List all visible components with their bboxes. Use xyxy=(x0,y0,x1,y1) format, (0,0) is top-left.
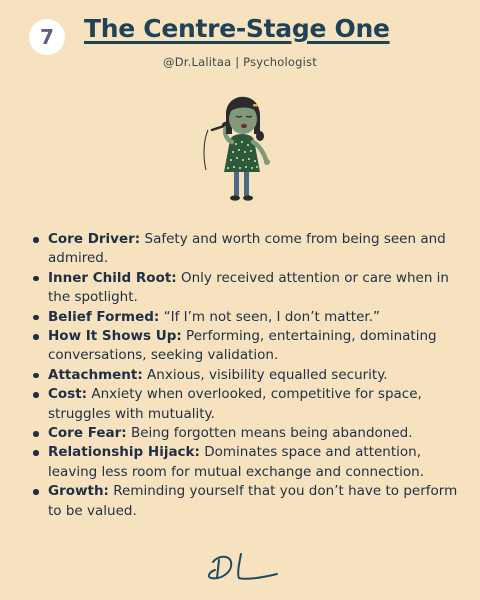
list-item-growth: Growth: Reminding yourself that you don’t have to perform to be valued. xyxy=(30,482,465,521)
list-item-core-driver: Core Driver: Safety and worth come from being seen and admired. xyxy=(30,230,465,269)
list-item-core-fear: Core Fear: Being forgotten means being abandoned. xyxy=(30,424,465,443)
list-item-how-it-shows-up: How It Shows Up: Performing, entertaining, dominating conversations, seeking validation. xyxy=(30,327,465,366)
list-item-attachment: Attachment: Anxious, visibility equalled security. xyxy=(30,366,465,385)
list-item-cost: Cost: Anxiety when overlooked, competitive for space, struggles with mutuality. xyxy=(30,385,465,424)
number-badge: 7 xyxy=(29,19,65,55)
list-item-inner-child-root: Inner Child Root: Only received attention or care when in the spotlight. xyxy=(30,269,465,308)
author-handle: @Dr.Lalitaa | Psychologist xyxy=(163,55,317,69)
girl-singing-illustration xyxy=(198,82,282,210)
page-title: The Centre-Stage One xyxy=(84,14,390,43)
bullet-list xyxy=(30,230,465,521)
signature-logo xyxy=(205,548,280,588)
list-item-belief-formed: Belief Formed: “If I’m not seen, I don’t matter.” xyxy=(30,308,465,327)
list-item-relationship-hijack: Relationship Hijack: Dominates space and attention, leaving less room for mutual exchange and connection. xyxy=(30,443,465,482)
